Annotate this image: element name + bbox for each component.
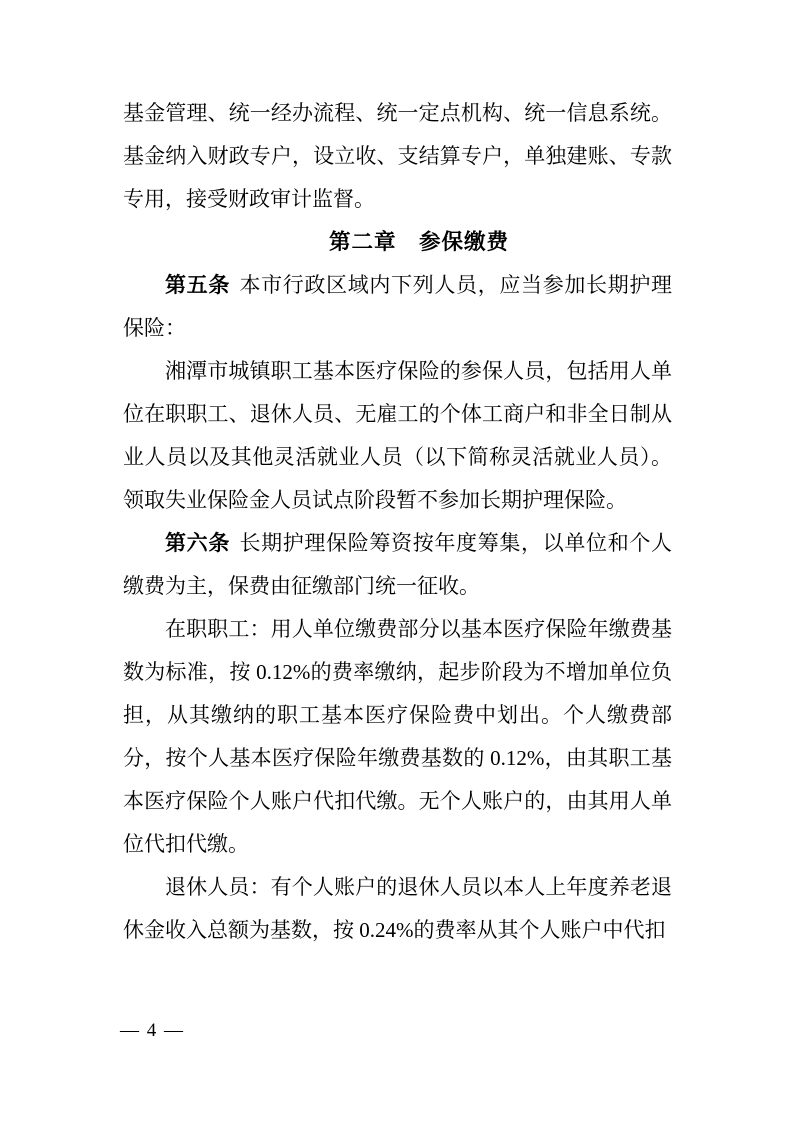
article-5-text: 本市行政区域内下列人员，应当参加长期护理保险： <box>123 273 673 340</box>
article-5-number: 第五条 <box>165 274 230 297</box>
chapter-heading: 第二章 参保缴费 <box>328 230 509 254</box>
paragraph-article-5 <box>123 264 672 350</box>
paragraph-retiree-contribution: 退休人员：有个人账户的退休人员以本人上年度养老退休金收入总额为基数，按 0.24%的费率从其个人账户中代扣 <box>123 875 672 942</box>
paragraph-fund-management-continuation: 基金管理、统一经办流程、统一定点机构、统一信息系统。基金纳入财政专户，设立收、支结算专户，单独建账、专款专用，接受财政审计监督。 <box>123 101 672 211</box>
paragraph-insured-scope: 湘潭市城镇职工基本医疗保险的参保人员，包括用人单位在职职工、退休人员、无雇工的个体工商户和非全日制从业人员以及其他灵活就业人员（以下简称灵活就业人员）。领取失业保险金人员试点阶段暂不参加长期护理保险。 <box>123 359 672 512</box>
document-body <box>123 92 672 952</box>
paragraph-employee-contribution: 在职职工：用人单位缴费部分以基本医疗保险年缴费基数为标准，按 0.12%的费率缴纳，起步阶段为不增加单位负担，从其缴纳的职工基本医疗保险费中划出。个人缴费部分，按个人基本医疗保险年缴费基数的 0.12%，由其职工基本医疗保险个人账户代扣代缴。无个人账户的，由其用人单位代扣代缴。 <box>123 617 672 856</box>
paragraph-article-6 <box>123 522 672 608</box>
page-number: — 4 — <box>120 1020 185 1041</box>
article-6-text: 长期护理保险筹资按年度筹集，以单位和个人缴费为主，保费由征缴部门统一征收。 <box>123 531 673 598</box>
article-6-number: 第六条 <box>165 532 230 555</box>
